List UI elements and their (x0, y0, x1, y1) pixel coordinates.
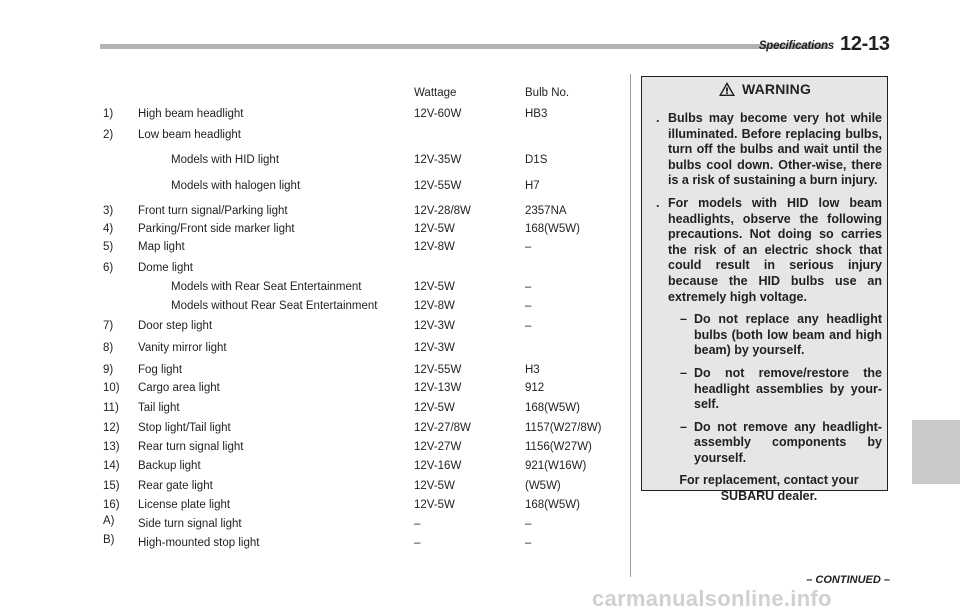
column-header-wattage: Wattage (414, 87, 457, 99)
warning-item-text: Bulbs may become very hot while illuminated. Before replacing bulbs, turn off the bulbs and wait until the bulbs cool down. Other-wise, there is a risk of sustaining a burn injury. (668, 111, 882, 188)
row-item-name: Vanity mirror light (138, 342, 227, 354)
table-row (0, 320, 620, 336)
row-wattage: 12V-28/8W (414, 205, 471, 217)
row-bulb-number: – (525, 281, 532, 293)
row-number: 5) (103, 241, 114, 253)
table-row (0, 342, 620, 358)
table-row (0, 499, 620, 515)
row-submodel: Models with halogen light (171, 180, 301, 192)
row-wattage: 12V-27/8W (414, 422, 471, 434)
section-title: Specifications (758, 40, 834, 52)
row-bulb-number: D1S (525, 154, 548, 166)
row-wattage: 12V-27W (414, 441, 462, 453)
row-item-name: Backup light (138, 460, 201, 472)
row-bulb-number: 168(W5W) (525, 499, 580, 511)
row-submodel: Models with Rear Seat Entertainment (171, 281, 362, 293)
warning-item (656, 196, 882, 305)
row-number: 4) (103, 223, 114, 235)
row-wattage: 12V-8W (414, 300, 455, 312)
row-wattage: 12V-16W (414, 460, 462, 472)
table-row (0, 534, 620, 553)
row-item-name: High-mounted stop light (138, 537, 260, 549)
row-number: 14) (103, 460, 120, 472)
row-number: 16) (103, 499, 120, 511)
row-item-name: Front turn signal/Parking light (138, 205, 288, 217)
row-wattage: 12V-35W (414, 154, 462, 166)
row-item-name: License plate light (138, 499, 231, 511)
row-bulb-number: 168(W5W) (525, 402, 580, 414)
warning-subitem-text: Do not remove any headlight-assembly components by yourself. (694, 419, 882, 465)
row-wattage: 12V-55W (414, 180, 462, 192)
row-number: 12) (103, 422, 120, 434)
table-row (0, 205, 620, 221)
table-row (0, 441, 620, 457)
warning-subitem (660, 366, 882, 413)
row-item-name: Rear turn signal light (138, 441, 244, 453)
dash: – (680, 365, 687, 380)
row-bulb-number: 912 (525, 382, 545, 394)
table-row (0, 460, 620, 476)
row-number: 2) (103, 129, 114, 141)
row-bulb-number: H3 (525, 364, 540, 376)
row-wattage: 12V-3W (414, 320, 455, 332)
row-item-name: Low beam headlight (138, 129, 241, 141)
row-bulb-number: – (525, 320, 532, 332)
row-bulb-number: – (525, 537, 532, 549)
row-number: 6) (103, 262, 114, 274)
table-row (0, 262, 620, 278)
row-item-name: Dome light (138, 262, 193, 274)
row-bulb-number: 168(W5W) (525, 223, 580, 235)
watermark: carmanualsonline.info (592, 586, 832, 611)
row-item-name: Side turn signal light (138, 518, 242, 530)
row-bulb-number: H7 (525, 180, 540, 192)
warning-item (656, 111, 882, 189)
row-bulb-number: 1157(W27/8W) (525, 422, 602, 434)
warning-closing: For replacement, contact your SUBARU dealer. (679, 473, 859, 504)
table-row (0, 422, 620, 438)
row-wattage: – (414, 518, 421, 530)
table-row (0, 108, 620, 124)
row-submodel: Models with HID light (171, 154, 280, 166)
warning-header (642, 81, 887, 103)
table-row (0, 281, 620, 297)
row-number: 15) (103, 480, 120, 492)
row-number: 8) (103, 342, 114, 354)
table-row (0, 364, 620, 380)
warning-subitem (660, 312, 882, 359)
warning-item-text: For models with HID low beam headlights, observe the following precautions. Not doing so carries the risk of an electric shock that could result in serious injury because the HID bulbs use an extremely high voltage. (668, 195, 882, 304)
row-wattage: 12V-5W (414, 480, 455, 492)
row-bulb-number: HB3 (525, 108, 548, 120)
row-number: 1) (103, 108, 114, 120)
row-wattage: 12V-55W (414, 364, 462, 376)
warning-subitem-text: Do not remove/restore the headlight assemblies by your-self. (694, 365, 882, 412)
warning-subitem-text: Do not replace any headlight bulbs (both low beam and high beam) by yourself. (694, 312, 882, 358)
row-wattage: 12V-3W (414, 342, 455, 354)
bullet: . (656, 111, 660, 125)
chapter-tab (912, 420, 960, 484)
row-item-name: Tail light (138, 402, 180, 414)
warning-body (656, 111, 882, 505)
page-number: 12-13 (840, 33, 890, 55)
header-rule (100, 44, 828, 49)
column-divider (630, 74, 631, 577)
row-wattage: 12V-5W (414, 281, 455, 293)
table-row (0, 515, 620, 534)
table-row (0, 300, 620, 316)
row-number: 9) (103, 364, 114, 376)
row-submodel: Models without Rear Seat Entertainment (171, 300, 378, 312)
row-number: 10) (103, 382, 120, 394)
table-row (0, 402, 620, 418)
bullet: . (656, 195, 660, 210)
dash: – (680, 312, 687, 327)
warning-box (641, 76, 888, 504)
row-bulb-number: 1156(W27W) (525, 441, 592, 453)
table-row (0, 180, 620, 196)
table-row (0, 241, 620, 257)
row-number: 13) (103, 441, 120, 453)
table-row (0, 480, 620, 496)
row-item-name: Stop light/Tail light (138, 422, 231, 434)
row-number: 3) (103, 205, 114, 217)
row-item-name: Rear gate light (138, 480, 213, 492)
row-number: 11) (103, 402, 119, 414)
table-row (0, 129, 620, 145)
column-header-bulb-no: Bulb No. (525, 87, 570, 99)
row-item-name: Door step light (138, 320, 213, 332)
row-number: B) (103, 534, 115, 546)
row-item-name: Map light (138, 241, 185, 253)
row-item-name: Cargo area light (138, 382, 220, 394)
row-item-name: Parking/Front side marker light (138, 223, 295, 235)
row-wattage: – (414, 537, 421, 549)
row-wattage: 12V-13W (414, 382, 462, 394)
row-bulb-number: – (525, 300, 532, 312)
row-bulb-number: 921(W16W) (525, 460, 587, 472)
warning-title: WARNING (741, 81, 812, 97)
row-bulb-number: – (525, 518, 532, 530)
row-bulb-number: 2357NA (525, 205, 567, 217)
row-bulb-number: – (525, 241, 532, 253)
row-wattage: 12V-8W (414, 241, 455, 253)
row-wattage: 12V-60W (414, 108, 462, 120)
dash: – (680, 419, 687, 434)
warning-triangle-icon (718, 81, 736, 97)
row-bulb-number: (W5W) (525, 480, 561, 492)
row-wattage: 12V-5W (414, 223, 455, 235)
row-number: 7) (103, 320, 114, 332)
row-item-name: High beam headlight (138, 108, 244, 120)
warning-subitem (660, 420, 882, 467)
row-item-name: Fog light (138, 364, 183, 376)
continued-label: – CONTINUED – (806, 574, 890, 586)
table-row (0, 382, 620, 398)
table-row (0, 223, 620, 239)
row-number: A) (103, 515, 115, 527)
row-wattage: 12V-5W (414, 402, 455, 414)
table-row (0, 154, 620, 170)
row-wattage: 12V-5W (414, 499, 455, 511)
